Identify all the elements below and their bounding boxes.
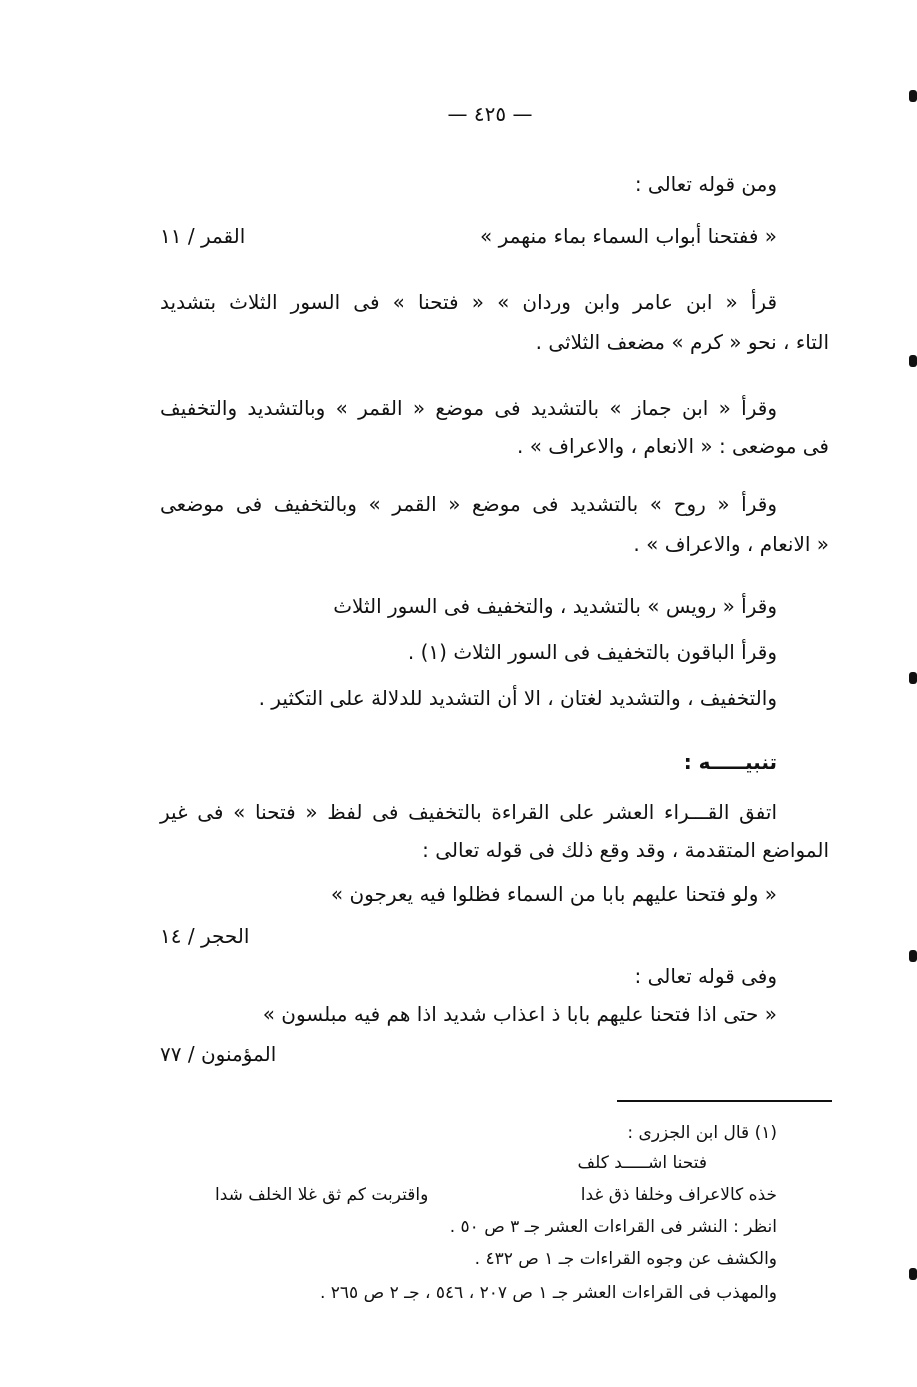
intro-line: وفى قوله تعالى : [634, 964, 777, 988]
intro-line: ومن قوله تعالى : [634, 172, 777, 196]
footnote-line: انظر : النشر فى القراءات العشر جـ ٣ ص ٥٠ . [449, 1217, 777, 1237]
quran-verse: « حتى اذا فتحنا عليهم بابا ذ اعذاب شديد اذا هم فيه مبلسون » [262, 1002, 777, 1026]
footnote-verse: خذه كالاعراف وخلفا ذق غدا [580, 1185, 777, 1205]
verse-reference: الحجر / ١٤ [160, 924, 250, 948]
binding-hole-mark [909, 672, 917, 684]
paragraph-line: وقرأ « روح » بالتشديد فى موضع « القمر » وبالتخفيف فى موضعى [160, 492, 777, 516]
paragraph-line: التاء ، نحو « كرم » مضعف الثلاثى . [535, 330, 829, 354]
quran-verse: « ولو فتحنا عليهم بابا من السماء فظلوا فيه يعرجون » [330, 882, 777, 906]
binding-hole-mark [909, 1268, 917, 1280]
paragraph-line: المواضع المتقدمة ، وقد وقع ذلك فى قوله تعالى : [422, 838, 829, 862]
page-number: — ٤٢٥ — [447, 102, 533, 126]
binding-hole-mark [909, 950, 917, 962]
paragraph-line: وقرأ « رويس » بالتشديد ، والتخفيف فى السور الثلاث [333, 594, 777, 618]
paragraph-line: قرأ « ابن عامر وابن وردان » « فتحنا » فى السور الثلاث بتشديد [160, 290, 777, 314]
footnote-divider [617, 1100, 832, 1102]
binding-hole-mark [909, 355, 917, 367]
paragraph-line: فى موضعى : « الانعام ، والاعراف » . [517, 434, 829, 458]
footnote-line: والمهذب فى القراءات العشر جـ ١ ص ٢٠٧ ، ٥٤٦ ، جـ ٢ ص ٢٦٥ . [319, 1283, 777, 1303]
verse-reference: المؤمنون / ٧٧ [160, 1042, 277, 1066]
footnote-line: (١) قال ابن الجزرى : [627, 1123, 777, 1143]
verse-reference: القمر / ١١ [160, 224, 246, 248]
quran-verse: « ففتحنا أبواب السماء بماء منهمر » [480, 224, 777, 248]
binding-hole-mark [909, 90, 917, 102]
paragraph-line: والتخفيف ، والتشديد لغتان ، الا أن التشديد للدلالة على التكثير . [258, 686, 777, 710]
paragraph-line: « الانعام ، والاعراف » . [633, 532, 829, 556]
footnote-line: والكشف عن وجوه القراءات جـ ١ ص ٤٣٢ . [474, 1249, 777, 1269]
paragraph-line: وقرأ الباقون بالتخفيف فى السور الثلاث (١) . [407, 640, 777, 664]
section-heading: تنبيـــــه : [683, 750, 777, 774]
footnote-verse: واقتربت كم ثق غلا الخلف شدا [215, 1185, 429, 1205]
footnote-verse: فتحنا اشـــــد كلف [577, 1153, 707, 1173]
paragraph-line: وقرأ « ابن جماز » بالتشديد فى موضع « القمر » وبالتشديد والتخفيف [160, 396, 777, 420]
paragraph-line: اتفق القـــراء العشر على القراءة بالتخفيف فى لفظ « فتحنا » فى غير [160, 800, 777, 824]
